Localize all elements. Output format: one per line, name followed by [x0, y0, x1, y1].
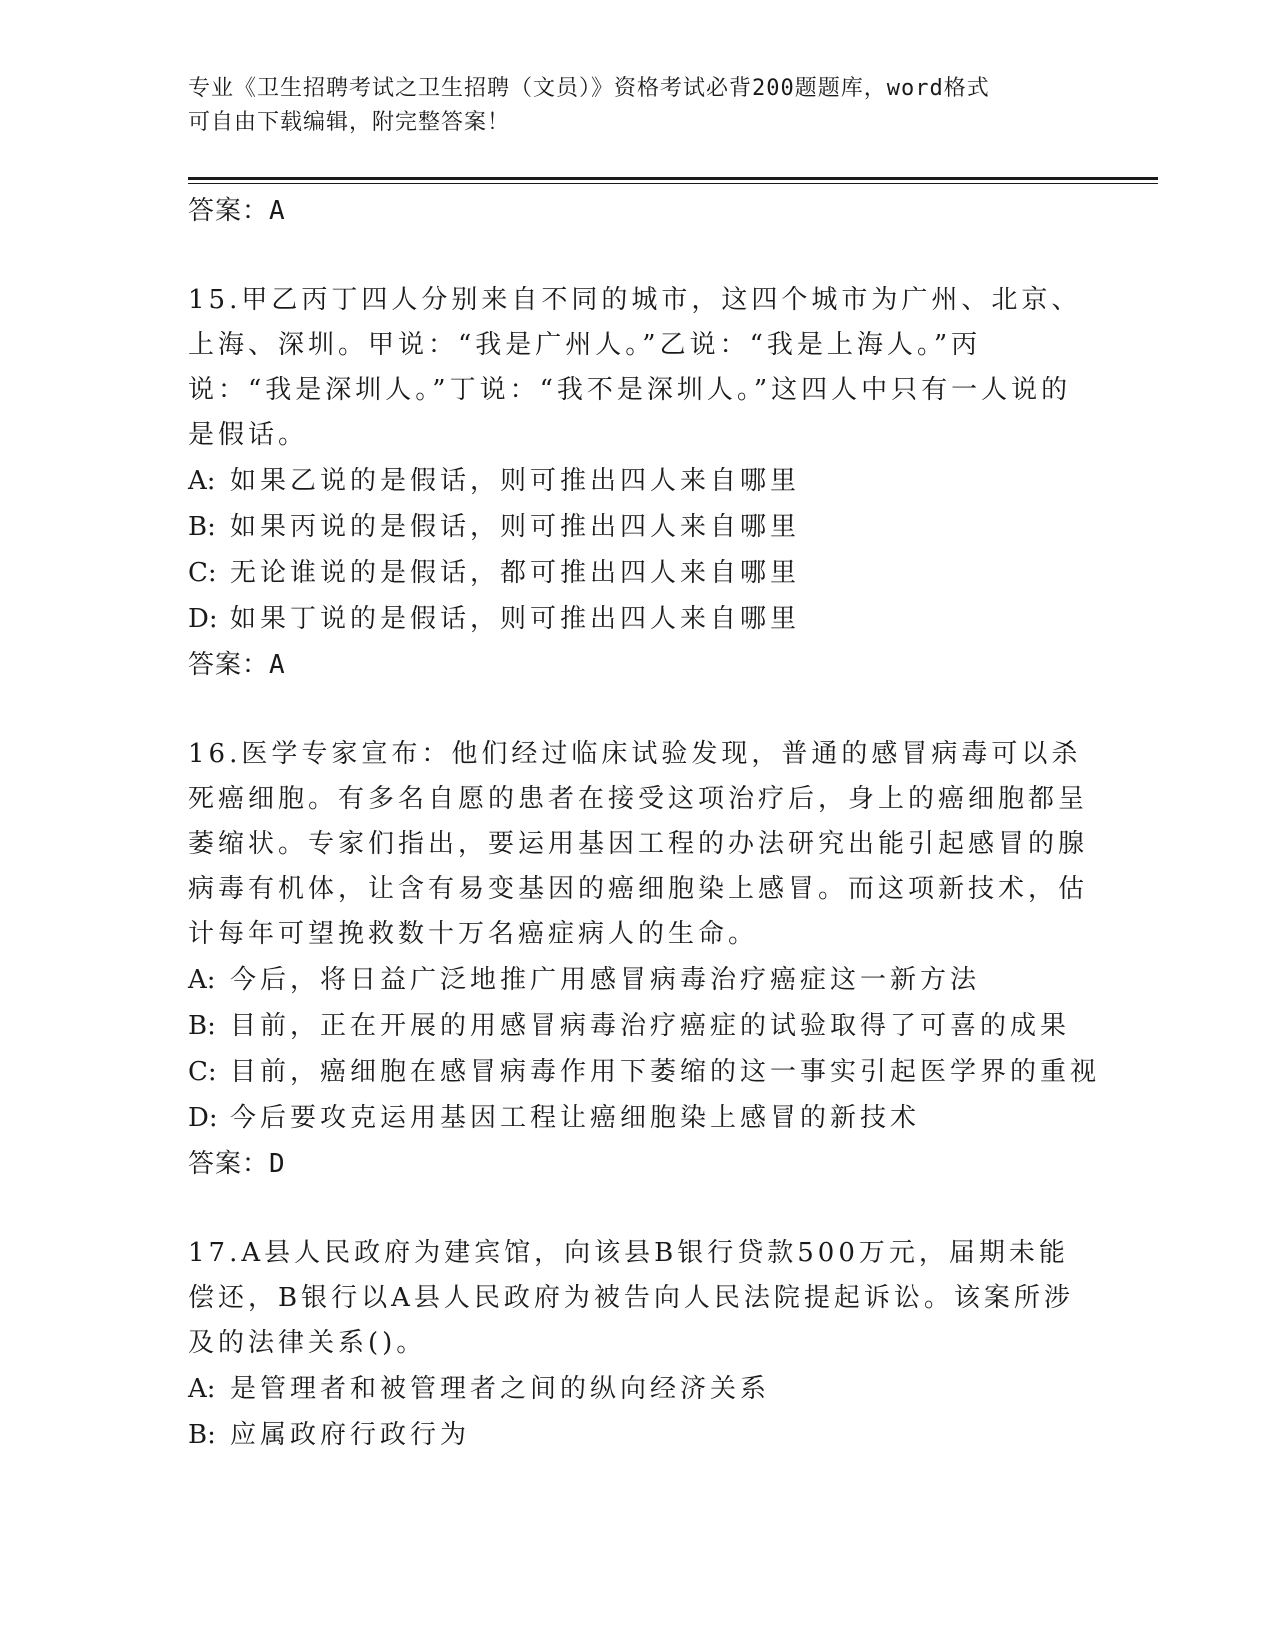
question-16	[188, 732, 1101, 1187]
spacer	[188, 234, 1088, 278]
option-text: 今后要攻克运用基因工程让癌细胞染上感冒的新技术	[230, 1103, 921, 1133]
spacer	[188, 688, 1088, 732]
option-b	[188, 1412, 1088, 1458]
previous-answer: 答案：A	[188, 196, 286, 226]
option-text: 如果丙说的是假话，则可推出四人来自哪里	[230, 512, 801, 542]
option-a	[188, 1366, 1088, 1412]
option-letter: A:	[188, 965, 216, 995]
option-a	[188, 458, 1088, 504]
option-a	[188, 957, 1088, 1003]
question-17	[188, 1231, 1088, 1458]
option-d	[188, 1095, 1088, 1141]
option-letter: C:	[188, 558, 217, 588]
question-15	[188, 278, 1088, 688]
option-letter: B:	[188, 1420, 216, 1450]
option-b	[188, 1003, 1088, 1049]
option-text: 目前，正在开展的用感冒病毒治疗癌症的试验取得了可喜的成果	[230, 1011, 1071, 1041]
option-text: 今后，将日益广泛地推广用感冒病毒治疗癌症这一新方法	[230, 965, 981, 995]
option-d	[188, 596, 1088, 642]
option-letter: D:	[188, 604, 218, 634]
question-stem: 17.A县人民政府为建宾馆，向该县B银行贷款500万元，届期未能偿还，B银行以A县人民政府为被告向人民法院提起诉讼。该案所涉及的法律关系()。	[188, 1238, 1074, 1358]
header-divider-thin	[188, 183, 1158, 184]
header-line-1: 专业《卫生招聘考试之卫生招聘（文员）》资格考试必背200题题库，word格式	[188, 76, 990, 101]
question-answer: 答案：D	[188, 1149, 286, 1179]
option-b	[188, 504, 1088, 550]
spacer	[188, 1187, 1088, 1231]
option-c	[188, 550, 1088, 596]
option-letter: B:	[188, 512, 216, 542]
option-text: 如果丁说的是假话，则可推出四人来自哪里	[230, 604, 801, 634]
header-line-2: 可自由下载编辑，附完整答案！	[188, 110, 511, 135]
option-letter: B:	[188, 1011, 216, 1041]
option-text: 是管理者和被管理者之间的纵向经济关系	[230, 1374, 771, 1404]
option-c	[188, 1049, 1101, 1095]
question-stem: 16.医学专家宣布：他们经过临床试验发现，普通的感冒病毒可以杀死癌细胞。有多名自愿的患者在接受这项治疗后，身上的癌细胞都呈萎缩状。专家们指出，要运用基因工程的办法研究出能引起感冒的腺病毒有机体，让含有易变基因的癌细胞染上感冒。而这项新技术，估计每年可望挽救数十万名癌症病人的生命。	[188, 739, 1089, 949]
option-letter: A:	[188, 466, 216, 496]
document-header	[188, 72, 1088, 140]
option-text: 目前，癌细胞在感冒病毒作用下萎缩的这一事实引起医学界的重视	[230, 1057, 1101, 1087]
option-letter: A:	[188, 1374, 216, 1404]
option-letter: D:	[188, 1103, 218, 1133]
option-text: 无论谁说的是假话，都可推出四人来自哪里	[230, 558, 801, 588]
option-text: 应属政府行政行为	[230, 1420, 471, 1450]
question-stem: 15.甲乙丙丁四人分别来自不同的城市，这四个城市为广州、北京、上海、深圳。甲说：“我是广州人。”乙说：“我是上海人。”丙说：“我是深圳人。”丁说：“我不是深圳人。”这四人中只有一人说的是假话。	[188, 285, 1082, 450]
option-text: 如果乙说的是假话，则可推出四人来自哪里	[230, 466, 801, 496]
option-letter: C:	[188, 1057, 217, 1087]
question-answer: 答案：A	[188, 650, 286, 680]
document-body	[188, 188, 1101, 1458]
header-divider-thick	[188, 177, 1158, 180]
